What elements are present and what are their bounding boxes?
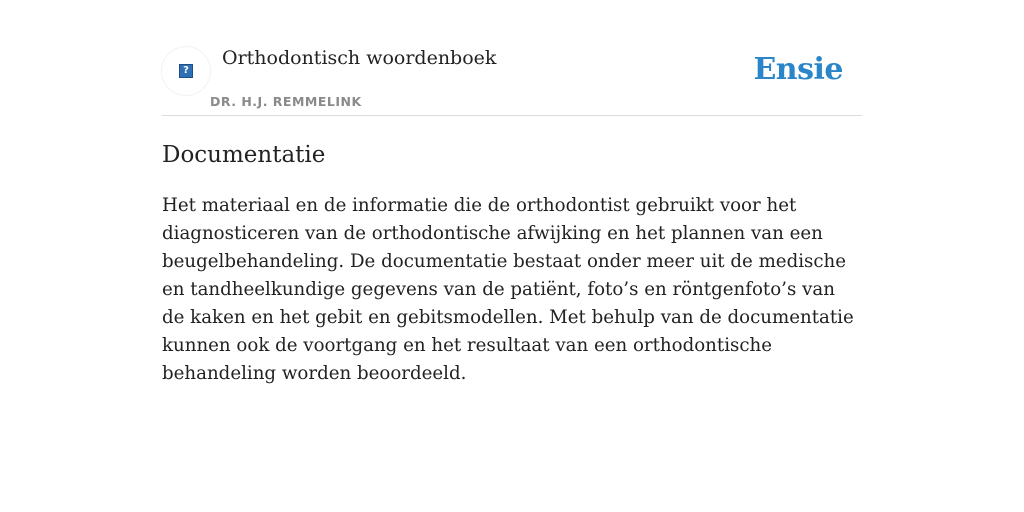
entry-definition: Het materiaal en de informatie die de orthodontist gebruikt voor het diagnosticeren van de orthodontische afwijking en het plannen van een beugelbehandeling. De documentatie bestaat onder meer uit de medische en tandheelkundige gegevens van de patiënt, foto’s en röntgenfoto’s van de kaken en het gebit en gebitsmodellen. Met behulp van de documentatie kunnen ook de voortgang en het resultaat van een orthodontische behandeling worden beoordeeld.	[162, 195, 854, 384]
question-book-icon: ?	[179, 64, 193, 78]
brand-logo[interactable]: Ensie	[753, 52, 843, 87]
book-title[interactable]: Orthodontisch woordenboek	[222, 47, 497, 69]
book-logo[interactable]	[162, 47, 210, 95]
entry-term: Documentatie	[162, 142, 326, 168]
entry-header	[162, 0, 862, 116]
entry-card	[162, 0, 862, 384]
author-name: DR. H.J. REMMELINK	[210, 94, 362, 109]
